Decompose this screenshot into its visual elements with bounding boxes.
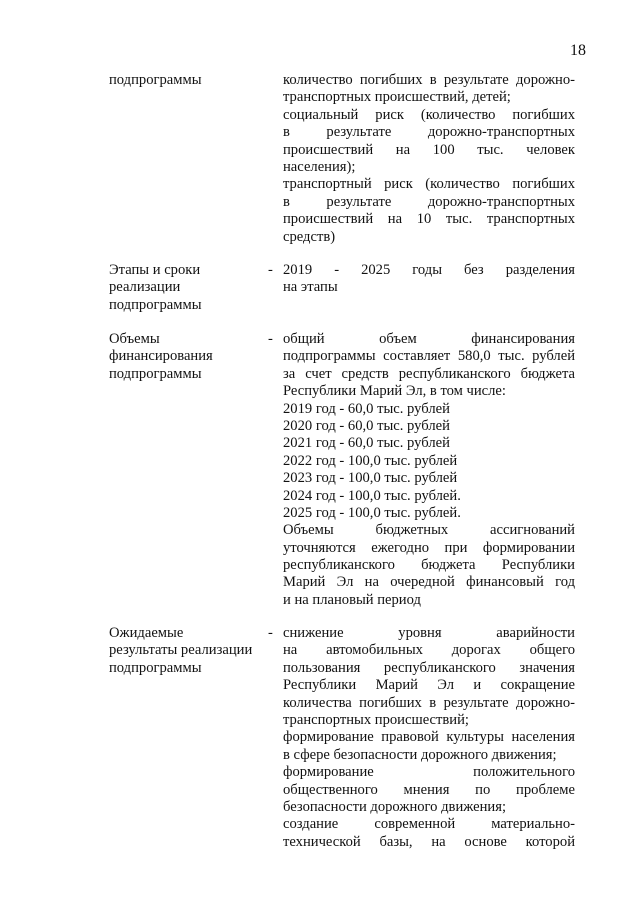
row-content-line: 2019 - 2025 годы без разделения [283, 262, 575, 278]
row-label-line: подпрограммы [109, 296, 202, 313]
row-label-line: подпрограммы [109, 659, 202, 676]
row-content-line: количества погибших в результате дорожно- [283, 694, 575, 711]
row-content-line: формирование правовой культуры населения [283, 729, 575, 746]
row-content-line: Марий Эл на очередной финансовый год [283, 574, 575, 591]
row-content-line: транспортный риск (количество погибших [283, 176, 575, 193]
row-content-line: Республики Марий Эл и сокращение [283, 677, 575, 694]
row-content-line: 2021 год - 60,0 тыс. рублей [283, 435, 450, 452]
row-content-line: на автомобильных дорогах общего [283, 642, 575, 659]
row-label-line: результаты реализации [109, 642, 253, 659]
row-content-line: в сфере безопасности дорожного движения; [283, 746, 557, 763]
row-content-line: 2024 год - 100,0 тыс. рублей. [283, 487, 461, 504]
row-content-line: Объемы бюджетных ассигнований [283, 522, 575, 539]
row-content-line: средств) [283, 228, 336, 245]
row-content-line: снижение уровня аварийности [283, 625, 575, 641]
row-content-line: 2022 год - 100,0 тыс. рублей [283, 452, 458, 469]
row-content-line: на этапы [283, 279, 338, 296]
row-content-line: формирование положительного [283, 764, 575, 781]
row-label [109, 262, 269, 314]
row-label-line: подпрограммы [109, 72, 202, 88]
row-content-line: транспортных происшествий; [283, 711, 469, 728]
row-content-line: происшествий на 10 тыс. транспортных [283, 211, 575, 228]
row-label [109, 625, 269, 677]
row-label [109, 331, 269, 383]
row-content-line: социальный риск (количество погибших [283, 106, 575, 123]
row-content-line: республиканского бюджета Республики [283, 557, 575, 574]
row-content-line: общественного мнения по проблеме [283, 781, 575, 798]
row-content-line: населения); [283, 158, 356, 175]
row-content-line: технической базы, на основе которой [283, 833, 575, 850]
row-label-line: финансирования [109, 348, 213, 365]
row-content-line: количество погибших в результате дорожно- [283, 72, 575, 88]
row-content [283, 262, 575, 297]
row-label-line: реализации [109, 279, 181, 296]
row-content-line: в результате дорожно-транспортных [283, 193, 575, 210]
row-label-line: Объемы [109, 331, 160, 347]
row-dash: - [268, 262, 273, 278]
row-content-line: происшествий на 100 тыс. человек [283, 141, 575, 158]
row-content-line: в результате дорожно-транспортных [283, 124, 575, 141]
row-content [283, 331, 575, 609]
row-content-line: и на плановый период [283, 591, 421, 608]
row-content-line: за счет средств республиканского бюджета [283, 365, 575, 382]
row-content-line: создание современной материально- [283, 816, 575, 833]
page-number: 18 [570, 42, 586, 59]
row-content [283, 72, 575, 246]
row-content-line: общий объем финансирования [283, 331, 575, 347]
row-content-line: 2025 год - 100,0 тыс. рублей. [283, 504, 461, 521]
row-content-line: 2020 год - 60,0 тыс. рублей [283, 417, 450, 434]
row-content-line: Республики Марий Эл, в том числе: [283, 383, 506, 400]
row-label-line: Ожидаемые [109, 625, 184, 641]
row-label [109, 72, 269, 89]
row-content-line: уточняются ежегодно при формировании [283, 539, 575, 556]
row-content-line: транспортных происшествий, детей; [283, 89, 511, 106]
row-dash: - [268, 331, 273, 347]
row-dash: - [268, 625, 273, 641]
row-label-line: Этапы и сроки [109, 262, 201, 278]
row-content-line: 2019 год - 60,0 тыс. рублей [283, 400, 450, 417]
row-label-line: подпрограммы [109, 365, 202, 382]
row-content-line: безопасности дорожного движения; [283, 798, 507, 815]
row-content-line: подпрограммы составляет 580,0 тыс. рублей [283, 348, 575, 365]
row-content [283, 625, 575, 851]
row-content-line: 2023 год - 100,0 тыс. рублей [283, 470, 458, 487]
row-content-line: пользования республиканского значения [283, 659, 575, 676]
